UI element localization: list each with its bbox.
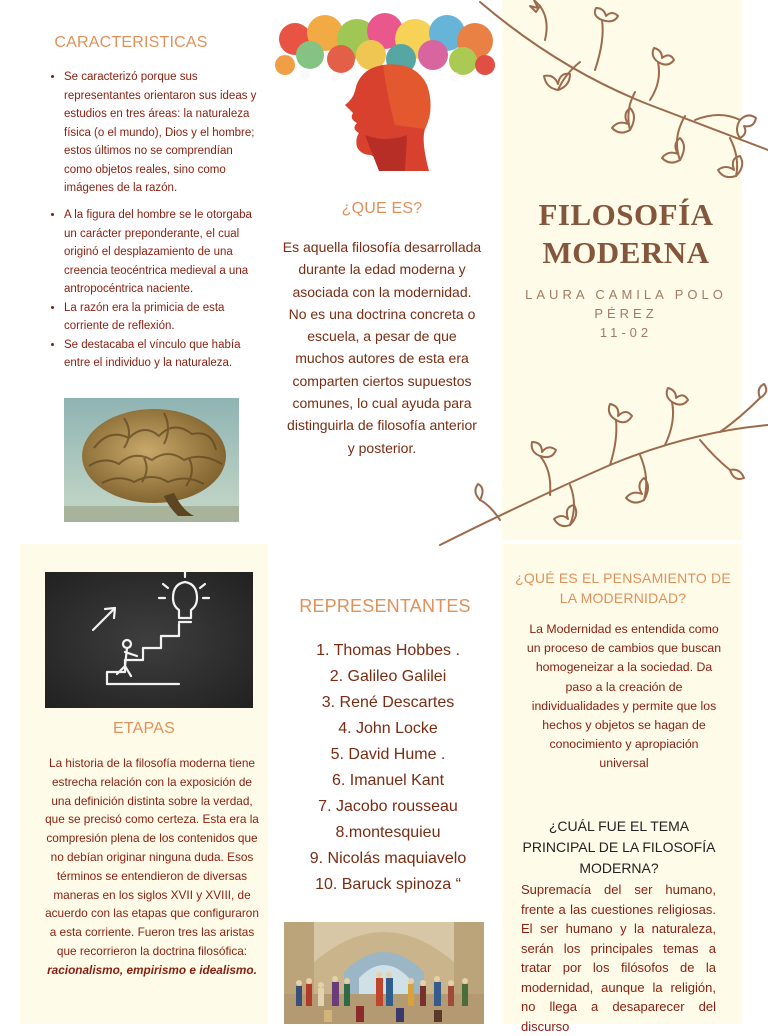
caracteristicas-list-a <box>50 68 262 198</box>
list-item: • Se caracterizó porque sus representantes orientaron sus ideas y estudios en tres áreas: la naturaleza física (o el mundo), Dios y el hombre; estos últimos no se comprendían como objetos reales, sino como imágenes de la razón. <box>64 68 262 198</box>
list-item: 3. René Descartes <box>321 694 455 711</box>
title-line-2: MODERNA <box>542 235 710 270</box>
school-of-athens-image <box>284 922 484 1024</box>
etapas-body <box>42 754 262 980</box>
list-item: 8.montesquieu <box>335 824 441 841</box>
list-item: 7. Jacobo rousseau <box>318 798 458 815</box>
caracteristicas-list-b <box>50 206 262 373</box>
list-item: 2. Galileo Galilei <box>329 668 447 685</box>
representantes-list <box>278 638 498 898</box>
panel-caracteristicas <box>0 0 262 540</box>
title-line-1: FILOSOFÍA <box>538 197 714 232</box>
list-item: 6. Imanuel Kant <box>331 772 445 789</box>
list-item: 5. David Hume . <box>330 746 446 763</box>
tema-principal-heading: ¿CUÁL FUE EL TEMA PRINCIPAL DE LA FILOSOFÍA MODERNA? <box>522 818 716 876</box>
vine-branch-illustration <box>440 0 768 545</box>
etapas-heading: ETAPAS <box>113 720 175 737</box>
author-group: 11-02 <box>599 325 653 340</box>
list-item: • La razón era la primicia de esta corriente de reflexión. <box>64 299 262 336</box>
panel-etapas <box>20 544 268 1024</box>
cover-title <box>502 196 750 272</box>
list-item: 1. Thomas Hobbes . <box>316 642 460 659</box>
list-item: • Se destacaba el vínculo que había entre el individuo y la naturaleza. <box>64 336 262 373</box>
etapas-em-1: racionalismo, <box>47 962 124 977</box>
brain-image <box>64 398 239 522</box>
representantes-heading: REPRESENTANTES <box>299 596 471 616</box>
que-es-body: Es aquella filosofía desarrollada durante la edad moderna y asociada con la modernidad. No es una doctrina concreta o escuela, a pesar de que muchos autores de esta era comparten ciertos supuestos comunes, lo cual ayuda para distinguirla de filosofía anterior y posterior. <box>282 239 482 456</box>
list-item: 9. Nicolás maquiavelo <box>309 850 467 867</box>
panel-pensamiento <box>502 544 742 1034</box>
author-line-1: LAURA CAMILA POLO <box>525 287 727 302</box>
etapas-em-2: empirismo e idealismo. <box>126 962 257 977</box>
caracteristicas-heading: CARACTERISTICAS <box>54 34 208 51</box>
pensamiento-body: La Modernidad es entendida como un proceso de cambios que buscan homogeneizar a la sociedad. Da paso a la creación de individualidades y permite que los hechos y objetos se hagan de conocimiento y apropiación universal <box>526 622 722 771</box>
panel-representantes <box>268 544 502 1024</box>
list-item: 10. Baruck spinoza “ <box>315 876 461 893</box>
que-es-heading: ¿QUE ES? <box>341 200 423 217</box>
list-item: • A la figura del hombre se le otorgaba un carácter preponderante, el cual originó el desplazamiento de una creencia teocéntrica medieval a una antropocéntrica naciente. <box>64 206 262 299</box>
tema-principal-body: Supremacía del ser humano, frente a las cuestiones religiosas. El ser humano y la naturaleza, serán los principales temas a tratar por los filósofos de la modernidad, aunque la religión, no llega a desaparecer del discurso <box>521 882 716 1034</box>
cover-author <box>520 285 732 342</box>
lightbulb-stairs-image <box>45 572 253 708</box>
etapas-body-text: La historia de la filosofía moderna tiene estrecha relación con la exposición de una definición distinta sobre la verdad, que se precisó como certeza. Esta era la compresión plena de los contenidos que no debían originar ninguna duda. Esos términos se entendieron de diversas maneras en los siglos XVII y XVIII, de acuerdo con las etapas que configuraron a esta corriente. Fueron tres las aristas que recorrieron la doctrina filosófica: <box>45 756 259 958</box>
list-item: 4. John Locke <box>338 720 438 737</box>
author-line-2: PÉREZ <box>594 306 658 321</box>
pensamiento-heading: ¿QUÉ ES EL PENSAMIENTO DE LA MODERNIDAD? <box>515 570 731 606</box>
